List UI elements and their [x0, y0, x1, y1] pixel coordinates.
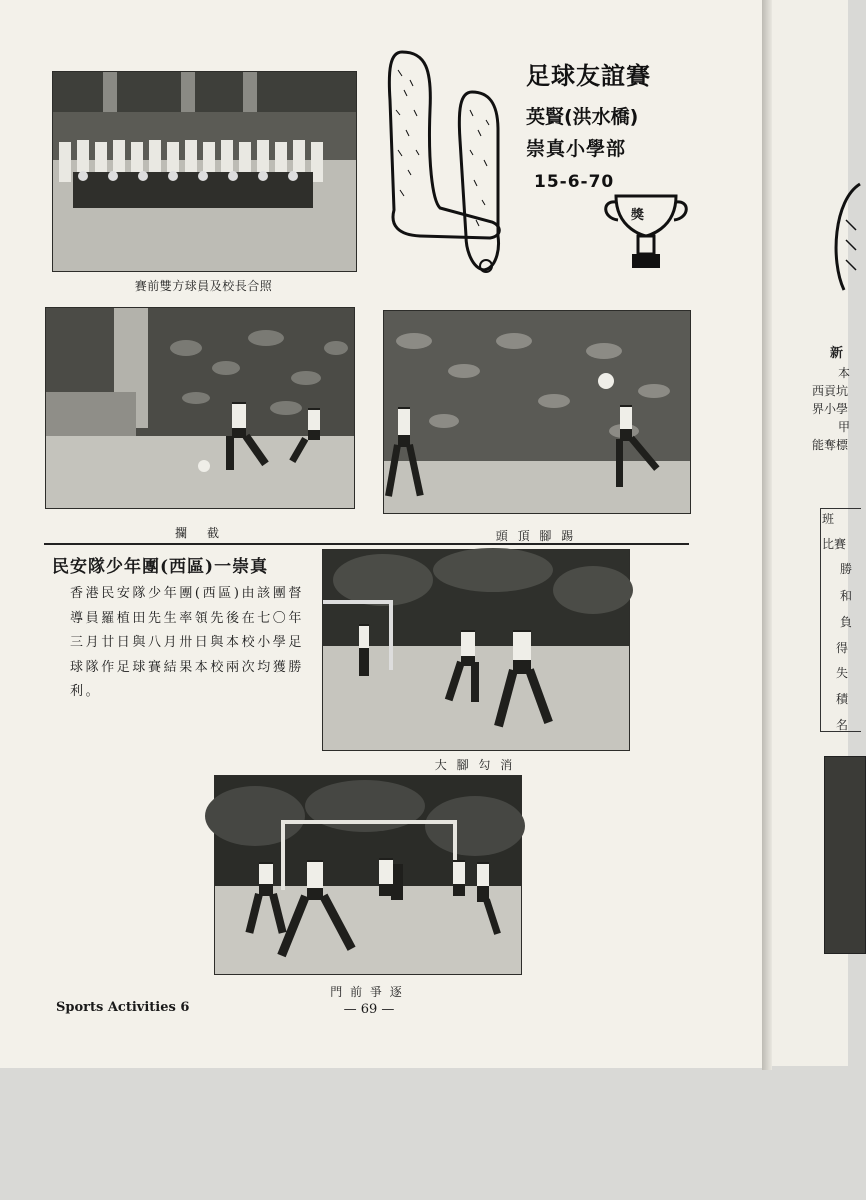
- doodle-school-line: 崇真小學部: [526, 138, 627, 160]
- intercept-photo: [45, 307, 355, 509]
- article-body: 香港民安隊少年團(西區)由該團督導員羅植田先生率領先後在七〇年三月廿日與八月卅日與本校小學足球隊作足球賽結果本校兩次均獲勝利。: [70, 586, 305, 699]
- table-cell: 勝: [840, 562, 853, 576]
- table-cell: 比賽: [822, 537, 847, 551]
- table-cell: 失: [836, 666, 849, 680]
- page-gutter: [762, 0, 772, 1070]
- table-cell: 和: [840, 589, 853, 603]
- photo-caption-header-kick: 頭 頂 腳 踢: [495, 529, 577, 543]
- section-divider: [44, 543, 689, 545]
- section-footer: Sports Activities 6: [56, 1000, 190, 1015]
- goalmouth-photo: [214, 775, 522, 975]
- photo-caption-goalmouth: 門 前 爭 逐: [330, 985, 404, 999]
- next-page-line: 甲: [838, 420, 851, 434]
- next-page-line: 界小學: [812, 402, 849, 416]
- next-page-photo: [824, 756, 866, 954]
- doodle-team-line: 英賢(洪水橋): [526, 106, 639, 128]
- group-photo: [52, 71, 357, 272]
- photo-caption-intercept: 攔 截: [174, 526, 223, 540]
- next-page-heading: 新: [830, 346, 844, 361]
- trophy-label: 獎: [631, 208, 645, 223]
- next-page-illustration: [824, 180, 864, 300]
- header-kick-photo: [383, 310, 691, 514]
- next-page-line: 本: [838, 366, 851, 380]
- next-page-line: 西貢坑: [812, 384, 849, 398]
- photo-caption-big-kick: 大 腳 勾 消: [434, 758, 516, 772]
- photo-caption-group: 賽前雙方球員及校長合照: [134, 279, 273, 293]
- table-cell: 得: [836, 641, 849, 655]
- doodle-date: 15-6-70: [534, 172, 615, 192]
- article-headline: 民安隊少年團(西區)一崇真: [52, 557, 269, 577]
- big-kick-photo: [322, 549, 630, 751]
- table-cell: 班: [822, 512, 835, 526]
- table-cell: 積: [836, 692, 849, 706]
- table-cell: 名: [836, 718, 849, 732]
- doodle-title: 足球友誼賽: [526, 62, 651, 90]
- next-page-edge: [772, 0, 853, 1066]
- next-page-line: 能奪標: [812, 438, 849, 452]
- page-number: — 69 —: [343, 1002, 395, 1017]
- table-cell: 負: [840, 615, 853, 629]
